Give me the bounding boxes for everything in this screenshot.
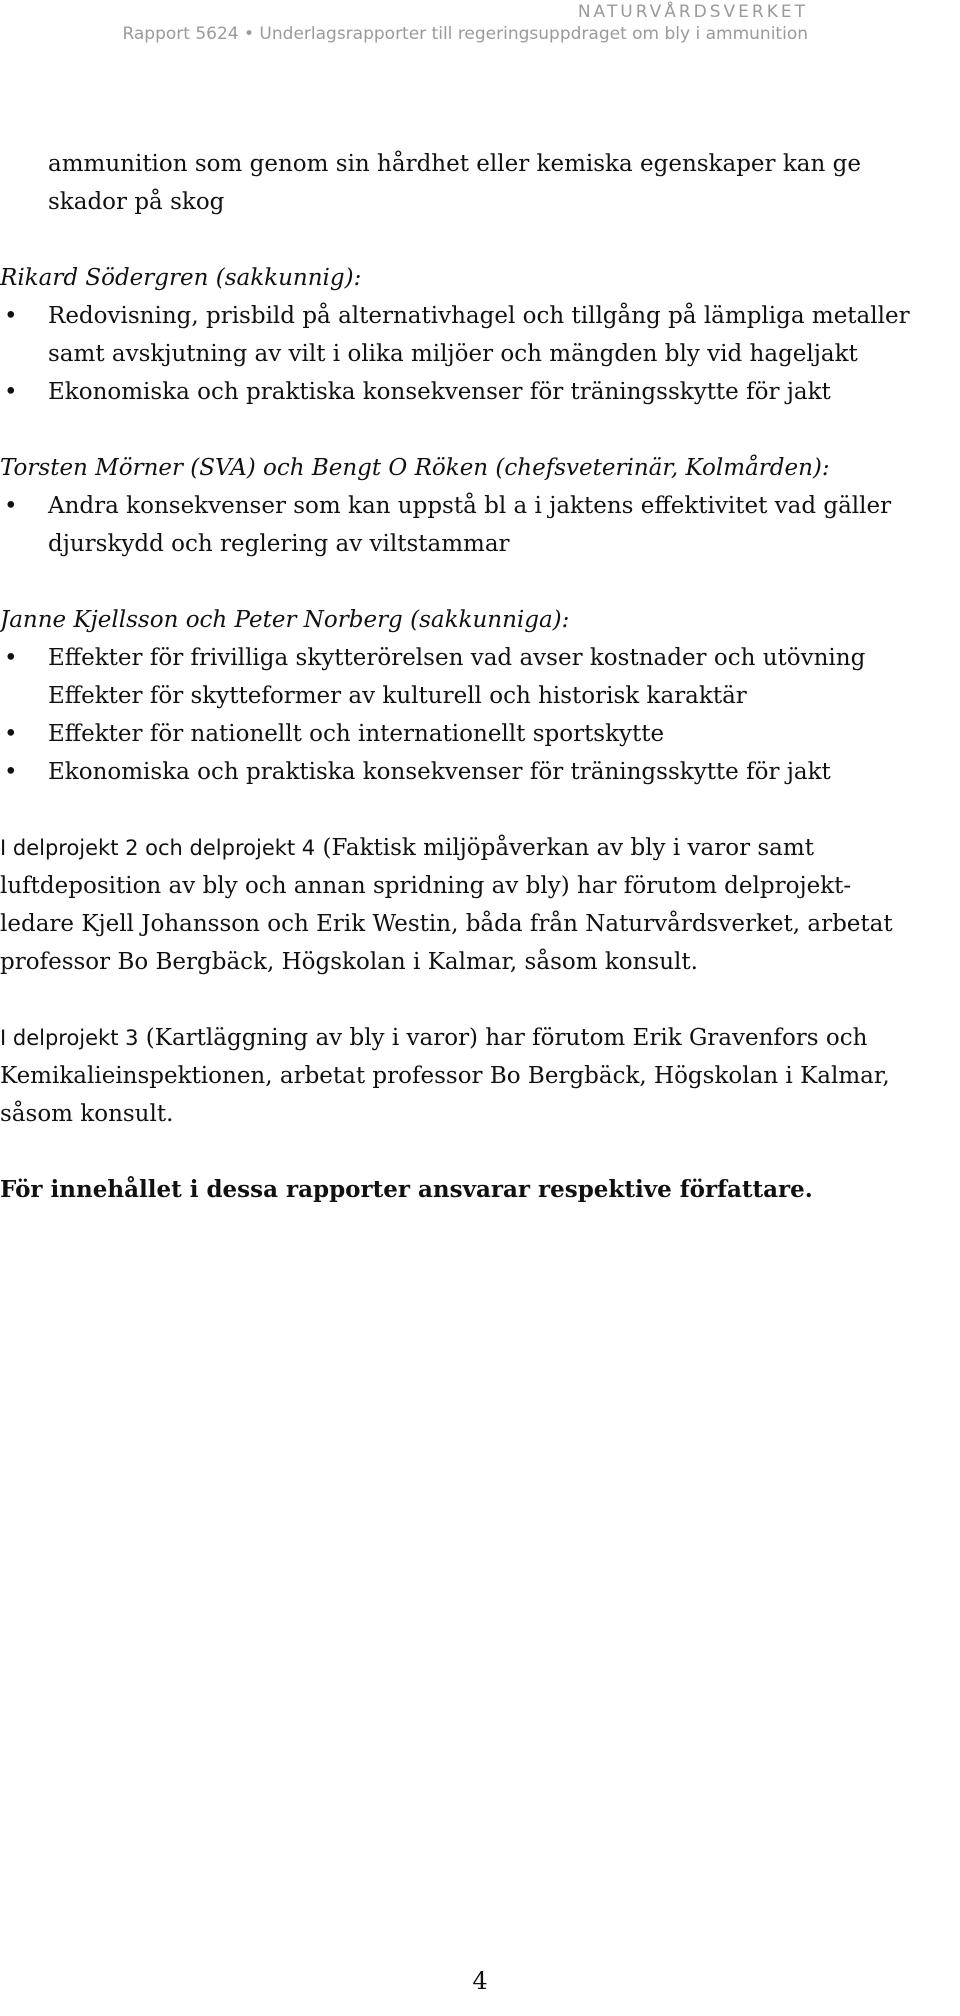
bullet-text: Ekonomiska och praktiska konsekvenser för träningsskytte för jakt bbox=[48, 379, 831, 405]
bullet-icon: • bbox=[4, 645, 18, 671]
bullet-item bbox=[0, 753, 960, 791]
bullet-text: Effekter för nationellt och internationellt sportskytte bbox=[48, 721, 665, 747]
bullet-continuation bbox=[0, 677, 960, 715]
paragraph-line: Kemikalieinspektionen, arbetat professor Bo Bergbäck, Högskolan i Kalmar, bbox=[0, 1063, 890, 1089]
bullet-item bbox=[0, 373, 960, 411]
bullet-continuation bbox=[0, 335, 960, 373]
paragraph-line: ledare Kjell Johansson och Erik Westin, båda från Naturvårdsverket, arbetat bbox=[0, 911, 893, 937]
bullet-item bbox=[0, 715, 960, 753]
speaker-heading: Janne Kjellsson och Peter Norberg (sakkunniga): bbox=[0, 607, 570, 633]
continuation-line: skador på skog bbox=[48, 189, 225, 215]
bullet-text: Ekonomiska och praktiska konsekvenser för träningsskytte för jakt bbox=[48, 759, 831, 785]
header-organization: NATURVÅRDSVERKET bbox=[577, 2, 808, 22]
bullet-text: Redovisning, prisbild på alternativhagel och tillgång på lämpliga metaller bbox=[48, 303, 910, 329]
bullet-item bbox=[0, 639, 960, 677]
bullet-text: samt avskjutning av vilt i olika miljöer och mängden bly vid hageljakt bbox=[48, 341, 858, 367]
page-number: 4 bbox=[472, 1967, 488, 1995]
paragraph-line: luftdeposition av bly och annan spridning av bly) har förutom delprojekt- bbox=[0, 873, 852, 899]
paragraph-lead: I delprojekt 3 bbox=[0, 1026, 139, 1050]
paragraph-text: (Kartläggning av bly i varor) har förutom Erik Gravenfors och bbox=[138, 1025, 868, 1051]
paragraph-delprojekt-2-4 bbox=[0, 829, 960, 981]
running-header bbox=[48, 0, 808, 46]
disclaimer: För innehållet i dessa rapporter ansvarar respektive författare. bbox=[0, 1176, 813, 1203]
bullet-text: Effekter för skytteformer av kulturell och historisk karaktär bbox=[48, 683, 747, 709]
paragraph-text: (Faktisk miljöpåverkan av bly i varor samt bbox=[315, 835, 814, 861]
paragraph-line: professor Bo Bergbäck, Högskolan i Kalmar, såsom konsult. bbox=[0, 949, 698, 975]
bullet-icon: • bbox=[4, 721, 18, 747]
bullet-continuation bbox=[0, 525, 960, 563]
bullet-text: djurskydd och reglering av viltstammar bbox=[48, 531, 510, 557]
bullet-text: Effekter för frivilliga skytterörelsen vad avser kostnader och utövning bbox=[48, 645, 866, 671]
speaker-heading: Rikard Södergren (sakkunnig): bbox=[0, 265, 362, 291]
speaker-heading: Torsten Mörner (SVA) och Bengt O Röken (chefsveterinär, Kolmården): bbox=[0, 455, 830, 481]
bullet-icon: • bbox=[4, 379, 18, 405]
bullet-item bbox=[0, 297, 960, 335]
paragraph-delprojekt-3 bbox=[0, 1019, 960, 1133]
bullet-text: Andra konsekvenser som kan uppstå bl a i jaktens effektivitet vad gäller bbox=[48, 493, 892, 519]
bullet-item bbox=[0, 487, 960, 525]
bullet-icon: • bbox=[4, 759, 18, 785]
paragraph-lead: I delprojekt 2 och delprojekt 4 bbox=[0, 836, 316, 860]
bullet-icon: • bbox=[4, 493, 18, 519]
paragraph-line: såsom konsult. bbox=[0, 1101, 174, 1127]
page-body bbox=[0, 145, 960, 1209]
continuation-line: ammunition som genom sin hårdhet eller kemiska egenskaper kan ge bbox=[48, 151, 861, 177]
bullet-icon: • bbox=[4, 303, 18, 329]
header-report-title: Rapport 5624 • Underlagsrapporter till regeringsuppdraget om bly i ammunition bbox=[122, 24, 808, 44]
